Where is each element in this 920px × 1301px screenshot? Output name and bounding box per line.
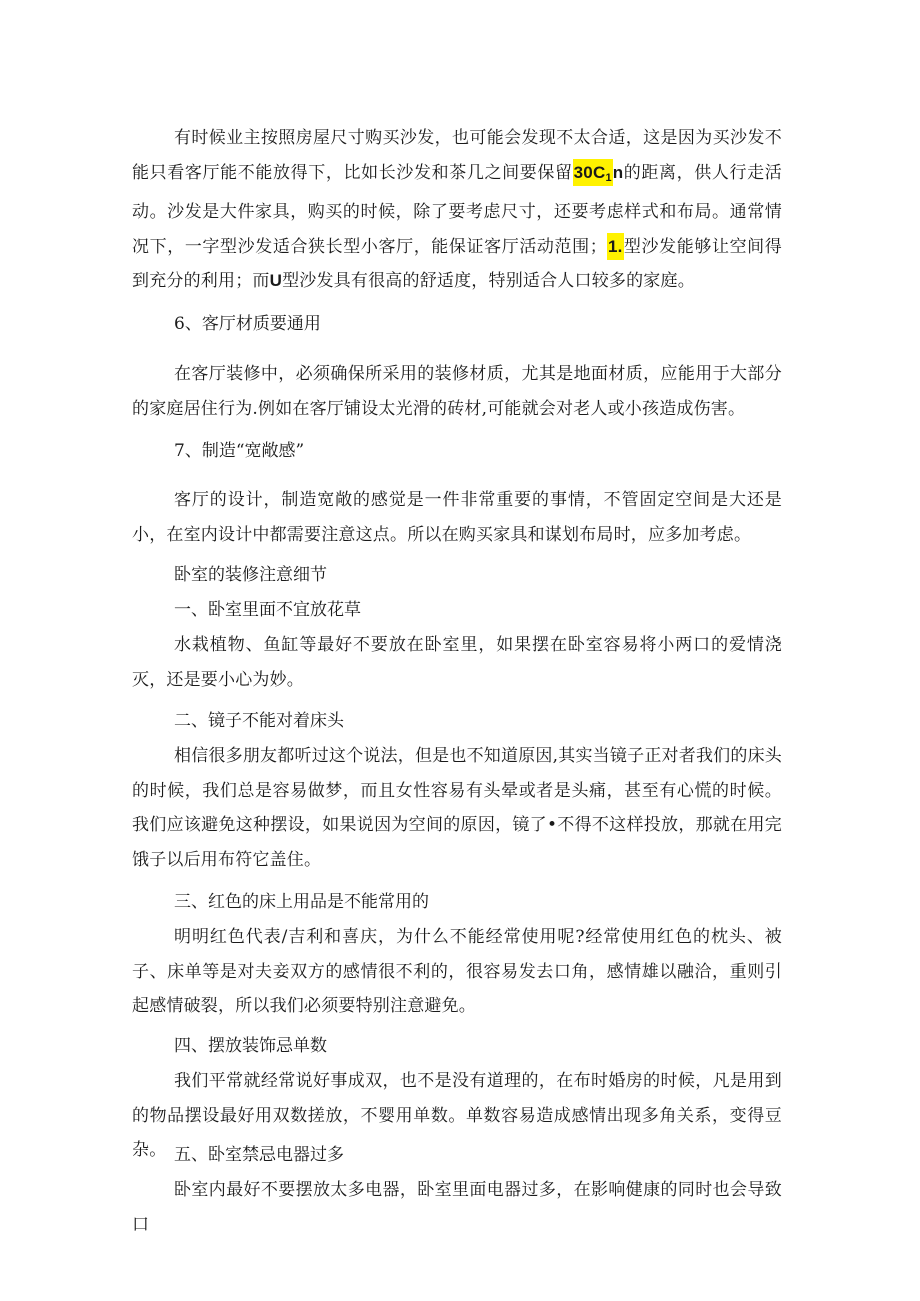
- heading-7: 7、制造“宽敞感”: [174, 441, 305, 461]
- text-run: 型沙发具有很高的舒适度，特别适合人口较多的家庭。: [282, 271, 695, 291]
- heading-four: 四、摆放装饰忌单数: [174, 1036, 327, 1056]
- heading-one: 一、卧室里面不宜放花草: [174, 600, 361, 620]
- heading-6: 6、客厅材质要通用: [174, 314, 321, 334]
- heading-five: 五、卧室禁忌电器过多: [174, 1145, 344, 1165]
- heading-two: 二、镜子不能对着床头: [174, 711, 344, 731]
- paragraph-spacious: 客厅的设计，制造宽敞的感觉是一件非常重要的事情，不管固定空间是大还是小，在室内设计中都需要注意这点。所以在购买家具和谋划布局时，应多加考虑。: [132, 490, 782, 545]
- paragraph-electronics: 卧室内最好不要摆放太多电器，卧室里面电器过多，在影响健康的同时也会导致口: [132, 1180, 782, 1235]
- text-run: n: [612, 162, 624, 182]
- paragraph-decor: 我们平常就经常说好事成双，也不是没有道理的，在布时婚房的时候，凡是用到的物品摆设最好用双数搓放，不婴用单数。单数容易造成感情出现多角关系，变得豆杂。: [132, 1071, 782, 1160]
- text-run: 有时候业主按照房屋尺寸购买沙发，也可能会发现不太合适，这是因为买沙发不能只看客厅能不能放得下，比如长沙发和茶几之间要保留: [132, 128, 782, 183]
- section-title: 卧室的装修注意细节: [174, 565, 327, 585]
- text-run: U: [269, 271, 283, 290]
- text-run: 型沙发能够让空间得到充分的利用；而: [132, 236, 782, 291]
- paragraph-material: 在客厅装修中，必须确保所采用的装修材质，尤其是地面材质，应能用于大部分的家庭居住行为.例如在客厅铺设太光滑的砖材,可能就会对老人或小孩造成伤害。: [132, 364, 782, 419]
- paragraph-mirror: 相信很多朋友都听过这个说法，但是也不知道原因,其实当镜子正对者我们的床头的时候，我们总是容易做梦，而且女性容易有头晕或者是头痛，甚至有心慌的时候。我们应该避免这种摆设，如果说因为空间的原因，镜了•不得不这样投放，那就在用完饿子以后用布符它盖住。: [132, 746, 782, 870]
- highlight-number: [573, 159, 613, 186]
- paragraph-plants: 水栽植物、鱼缸等最好不要放在卧室里，如果摆在卧室容易将小两口的爱情浇灭，还是要小心为妙。: [132, 635, 782, 690]
- paragraph-sofa: [132, 121, 782, 299]
- highlight-text: 30C: [573, 162, 606, 182]
- highlight-number: 1.: [607, 233, 624, 260]
- text-run: 的距离，供人行走活动。沙发是大件家具，购买的时候，除了要考虑尺寸，还要考虑样式和布局。通常情况下，一字型沙发适合狭长型小客厅，能保证客厅活动范围；: [132, 162, 782, 257]
- paragraph-red-bedding: 明明红色代表/吉利和喜庆，为什么不能经常使用呢?经常使用红色的枕头、被子、床单等是对夫妾双方的感情很不利的，很容易发去口角，感情雄以融洽，重则引起感情破裂，所以我们必须要特别注意避免。: [132, 927, 782, 1016]
- heading-three: 三、红色的床上用品是不能常用的: [174, 892, 429, 912]
- subscript: 1: [605, 171, 612, 184]
